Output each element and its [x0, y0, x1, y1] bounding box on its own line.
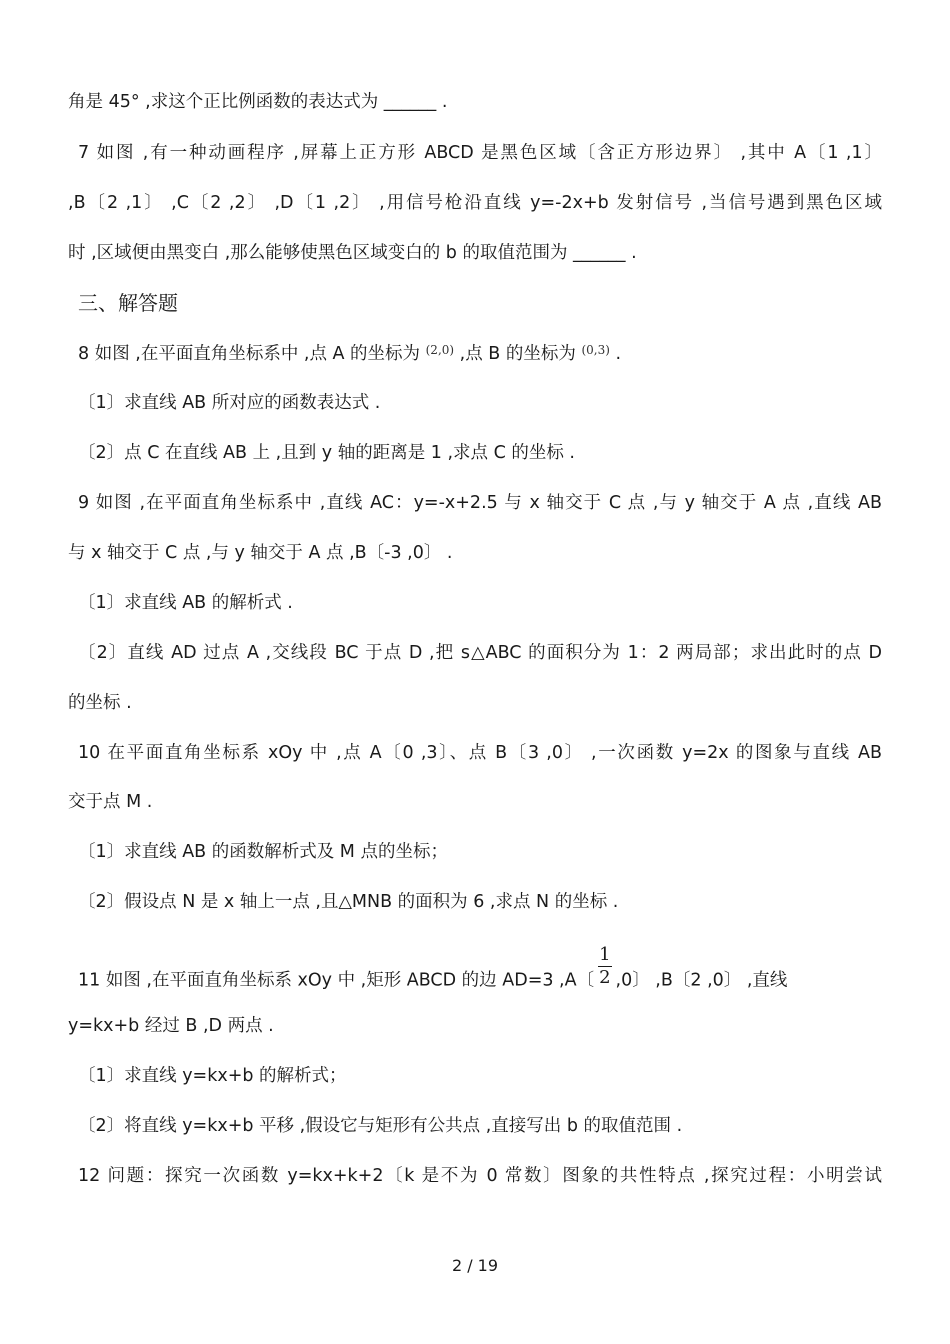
text-line-1: 角是 45° ,求这个正比例函数的表达式为 ______ .	[68, 92, 448, 112]
fraction-denominator: 2	[599, 967, 611, 988]
q9-part-1: 〔1〕求直线 AB 的解析式 .	[78, 593, 293, 613]
q7-line-1: 7 如图 ,有一种动画程序 ,屏幕上正方形 ABCD 是黑色区域〔含正方形边界〕 ,其中 A〔1 ,1〕	[78, 143, 882, 163]
q9-part-2-line-2: 的坐标 .	[68, 693, 132, 713]
q10-line-1: 10 在平面直角坐标系 xOy 中 ,点 A〔0 ,3〕、点 B〔3 ,0〕 ,一次函数 y=2x 的图象与直线 AB	[78, 743, 882, 763]
q8-part-1: 〔1〕求直线 AB 所对应的函数表达式 .	[78, 393, 381, 413]
q11-text-a: 11 如图 ,在平面直角坐标系 xOy 中 ,矩形 ABCD 的边 AD=3 ,A〔	[78, 970, 595, 991]
q11-text-b: ,0〕 ,B〔2 ,0〕 ,直线	[615, 970, 788, 991]
q11-part-1: 〔1〕求直线 y=kx+b 的解析式；	[78, 1066, 347, 1086]
page-number: 2 / 19	[451, 1256, 499, 1275]
q8-coord-b: (0,3)	[581, 343, 610, 357]
section-title: 三、解答题	[78, 291, 178, 315]
q10-part-1: 〔1〕求直线 AB 的函数解析式及 M 点的坐标；	[78, 842, 448, 862]
q8-coord-a: (2,0)	[425, 343, 455, 357]
q11-part-2: 〔2〕将直线 y=kx+b 平移 ,假设它与矩形有公共点 ,直接写出 b 的取值范围 .	[78, 1116, 683, 1136]
q12-line-1: 12 问题：探究一次函数 y=kx+k+2〔k 是不为 0 常数〕图象的共性特点 ,探究过程：小明尝试	[78, 1166, 882, 1186]
q9-line-2: 与 x 轴交于 C 点 ,与 y 轴交于 A 点 ,B〔-3 ,0〕 .	[68, 543, 453, 563]
q8-line-1	[78, 342, 882, 367]
q8-text-b: ,点 B 的坐标为	[459, 344, 576, 364]
fraction-numerator: 1	[599, 944, 611, 965]
q10-line-2: 交于点 M .	[68, 792, 153, 812]
q11-line-2: y=kx+b 经过 B ,D 两点 .	[68, 1016, 274, 1036]
q7-line-3: 时 ,区域便由黑变白 ,那么能够使黑色区域变白的 b 的取值范围为 ______ .	[68, 243, 637, 263]
q10-part-2: 〔2〕假设点 N 是 x 轴上一点 ,且△MNB 的面积为 6 ,求点 N 的坐标 .	[78, 892, 619, 912]
q8-part-2: 〔2〕点 C 在直线 AB 上 ,且到 y 轴的距离是 1 ,求点 C 的坐标 .	[78, 443, 575, 463]
q9-line-1: 9 如图 ,在平面直角坐标系中 ,直线 AC：y=-x+2.5 与 x 轴交于 C 点 ,与 y 轴交于 A 点 ,直线 AB	[78, 493, 882, 513]
q9-part-2-line-1: 〔2〕直线 AD 过点 A ,交线段 BC 于点 D ,把 s△ABC 的面积分为 1：2 两局部；求出此时的点 D	[78, 643, 882, 663]
fraction	[598, 944, 611, 989]
q7-line-2: ,B〔2 ,1〕 ,C〔2 ,2〕 ,D〔1 ,2〕 ,用信号枪沿直线 y=-2x+b 发射信号 ,当信号遇到黑色区域	[68, 193, 882, 213]
q11-line-1	[78, 944, 882, 1003]
q8-text-c: .	[615, 344, 622, 364]
q8-text-a: 8 如图 ,在平面直角坐标系中 ,点 A 的坐标为	[78, 344, 421, 364]
